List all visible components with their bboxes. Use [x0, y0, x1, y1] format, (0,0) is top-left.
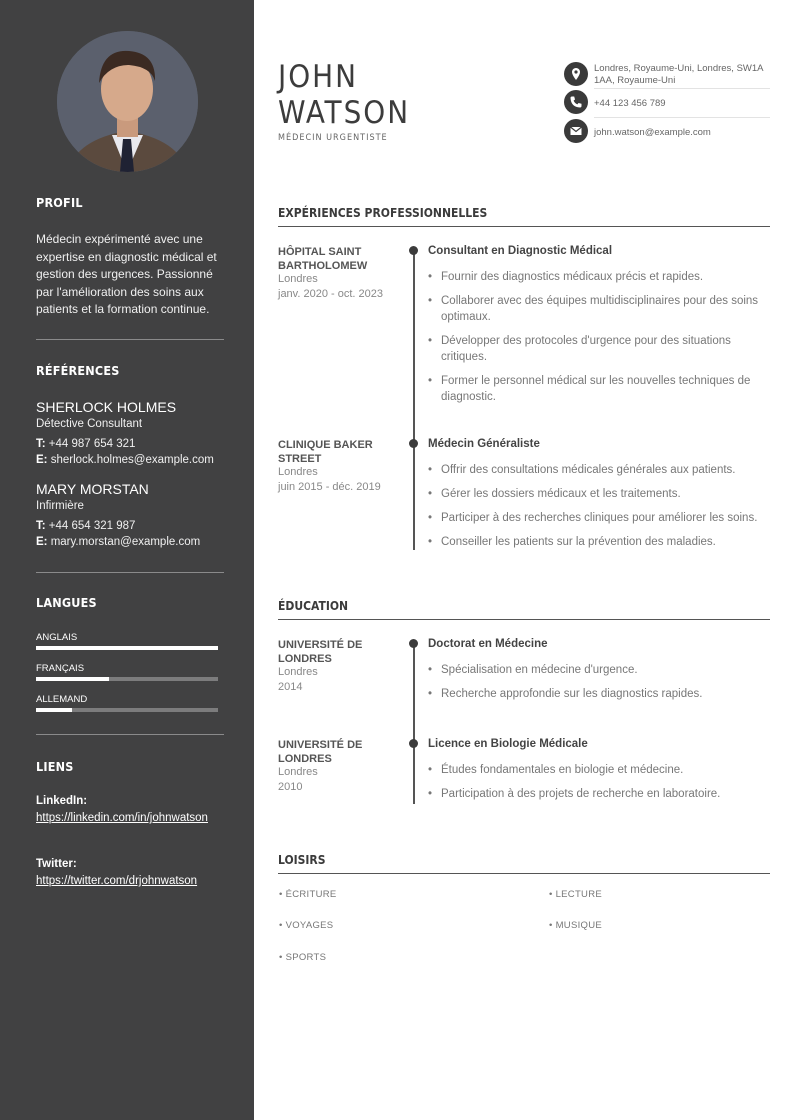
profile-text: Médecin expérimenté avec une expertise en diagnostic médical et gestion des urgences. Passionné par l'amélioration des soins aux patients et la formation continue. [36, 232, 217, 316]
section-rule [278, 226, 770, 227]
links-heading: LIENS [36, 759, 74, 774]
reference-phone: T: +44 987 654 321 [36, 438, 136, 450]
phone-icon [564, 90, 588, 114]
bullet-item: • Spécialisation en médecine d'urgence. [441, 662, 771, 678]
degree-title: Doctorat en Médecine [428, 638, 548, 650]
language-bar [36, 708, 218, 712]
section-rule [278, 873, 770, 874]
bullet-item: • Gérer les dossiers médicaux et les traitements. [441, 486, 771, 502]
hobbies-heading: LOISIRS [278, 853, 326, 867]
bullet-item: • Participation à des projets de recherche en laboratoire. [441, 786, 771, 802]
section-rule [278, 619, 770, 620]
profile-photo [57, 31, 198, 172]
language-bar [36, 677, 218, 681]
bullet-item: • Conseiller les patients sur la prévention des maladies. [441, 534, 771, 550]
contact-email[interactable]: john.watson@example.com [594, 127, 711, 138]
bullet-item: • Collaborer avec des équipes multidisciplinaires pour des soins optimaux. [441, 293, 771, 325]
hobby-item: • MUSIQUE [549, 920, 603, 931]
bullet-item: • Études fondamentales en biologie et médecine. [441, 762, 771, 778]
hobby-item: • LECTURE [549, 889, 603, 900]
location-icon [564, 62, 588, 86]
school-city: Londres [278, 766, 318, 778]
linkedin-label: LinkedIn: [36, 795, 88, 807]
reference-phone: T: +44 654 321 987 [36, 520, 136, 532]
school-year: 2014 [278, 681, 303, 693]
language-bar-fill [36, 646, 218, 650]
reference-name: MARY MORSTAN [36, 481, 149, 497]
reference-name: SHERLOCK HOLMES [36, 399, 177, 415]
hobby-item: • ÉCRITURE [279, 889, 337, 900]
degree-title: Licence en Biologie Médicale [428, 738, 588, 750]
contact-separator [594, 88, 770, 89]
language-bar [36, 646, 218, 650]
hobby-item: • SPORTS [279, 952, 327, 963]
language-label: FRANÇAIS [36, 663, 85, 674]
reference-role: Infirmière [36, 500, 84, 512]
language-bar-fill [36, 677, 109, 681]
profile-heading: PROFIL [36, 195, 83, 210]
employer-name: CLINIQUE BAKER STREET [278, 439, 373, 465]
school-name: UNIVERSITÉ DE LONDRES [278, 639, 363, 665]
timeline-dot [409, 639, 418, 648]
timeline-line [413, 251, 415, 550]
job-title: MÉDECIN URGENTISTE [278, 133, 388, 143]
linkedin-link[interactable]: https://linkedin.com/in/johnwatson [36, 812, 208, 824]
contact-separator [594, 117, 770, 118]
twitter-label: Twitter: [36, 858, 77, 870]
divider [36, 734, 224, 735]
bullet-item: • Développer des protocoles d'urgence pour des situations critiques. [441, 333, 771, 365]
contact-phone: +44 123 456 789 [594, 98, 666, 109]
twitter-link[interactable]: https://twitter.com/drjohnwatson [36, 875, 198, 887]
bullet-item: • Participer à des recherches cliniques pour améliorer les soins. [441, 510, 771, 526]
bullet-item: • Recherche approfondie sur les diagnostics rapides. [441, 686, 771, 702]
reference-role: Détective Consultant [36, 418, 143, 430]
timeline-line [413, 644, 415, 804]
hobby-item: • VOYAGES [279, 920, 334, 931]
employer-city: Londres [278, 273, 318, 285]
school-year: 2010 [278, 781, 303, 793]
bullet-item: • Fournir des diagnostics médicaux précis et rapides. [441, 269, 771, 285]
language-label: ANGLAIS [36, 632, 78, 643]
position-title: Consultant en Diagnostic Médical [428, 245, 613, 257]
employment-dates: janv. 2020 - oct. 2023 [278, 288, 383, 300]
employer-city: Londres [278, 466, 318, 478]
employment-dates: juin 2015 - déc. 2019 [278, 481, 381, 493]
email-icon [564, 119, 588, 143]
reference-email[interactable]: E: mary.morstan@example.com [36, 536, 201, 548]
divider [36, 339, 224, 340]
language-label: ALLEMAND [36, 694, 88, 705]
employer-name: HÔPITAL SAINT BARTHOLOMEW [278, 246, 368, 272]
languages-heading: LANGUES [36, 595, 97, 610]
school-name: UNIVERSITÉ DE LONDRES [278, 739, 363, 765]
language-bar-fill [36, 708, 72, 712]
experience-heading: EXPÉRIENCES PROFESSIONNELLES [278, 206, 488, 220]
divider [36, 572, 224, 573]
position-title: Médecin Généraliste [428, 438, 540, 450]
education-heading: ÉDUCATION [278, 599, 349, 613]
references-heading: RÉFÉRENCES [36, 363, 120, 378]
contact-address: Londres, Royaume-Uni, Londres, SW1A 1AA, Royaume-Uni [594, 63, 763, 86]
timeline-dot [409, 739, 418, 748]
school-city: Londres [278, 666, 318, 678]
timeline-dot [409, 246, 418, 255]
sidebar [0, 0, 254, 1120]
reference-email[interactable]: E: sherlock.holmes@example.com [36, 454, 214, 466]
bullet-item: • Former le personnel médical sur les nouvelles techniques de diagnostic. [441, 373, 771, 405]
first-name: JOHN [278, 59, 359, 95]
bullet-item: • Offrir des consultations médicales générales aux patients. [441, 462, 771, 478]
last-name: WATSON [278, 95, 411, 131]
timeline-dot [409, 439, 418, 448]
